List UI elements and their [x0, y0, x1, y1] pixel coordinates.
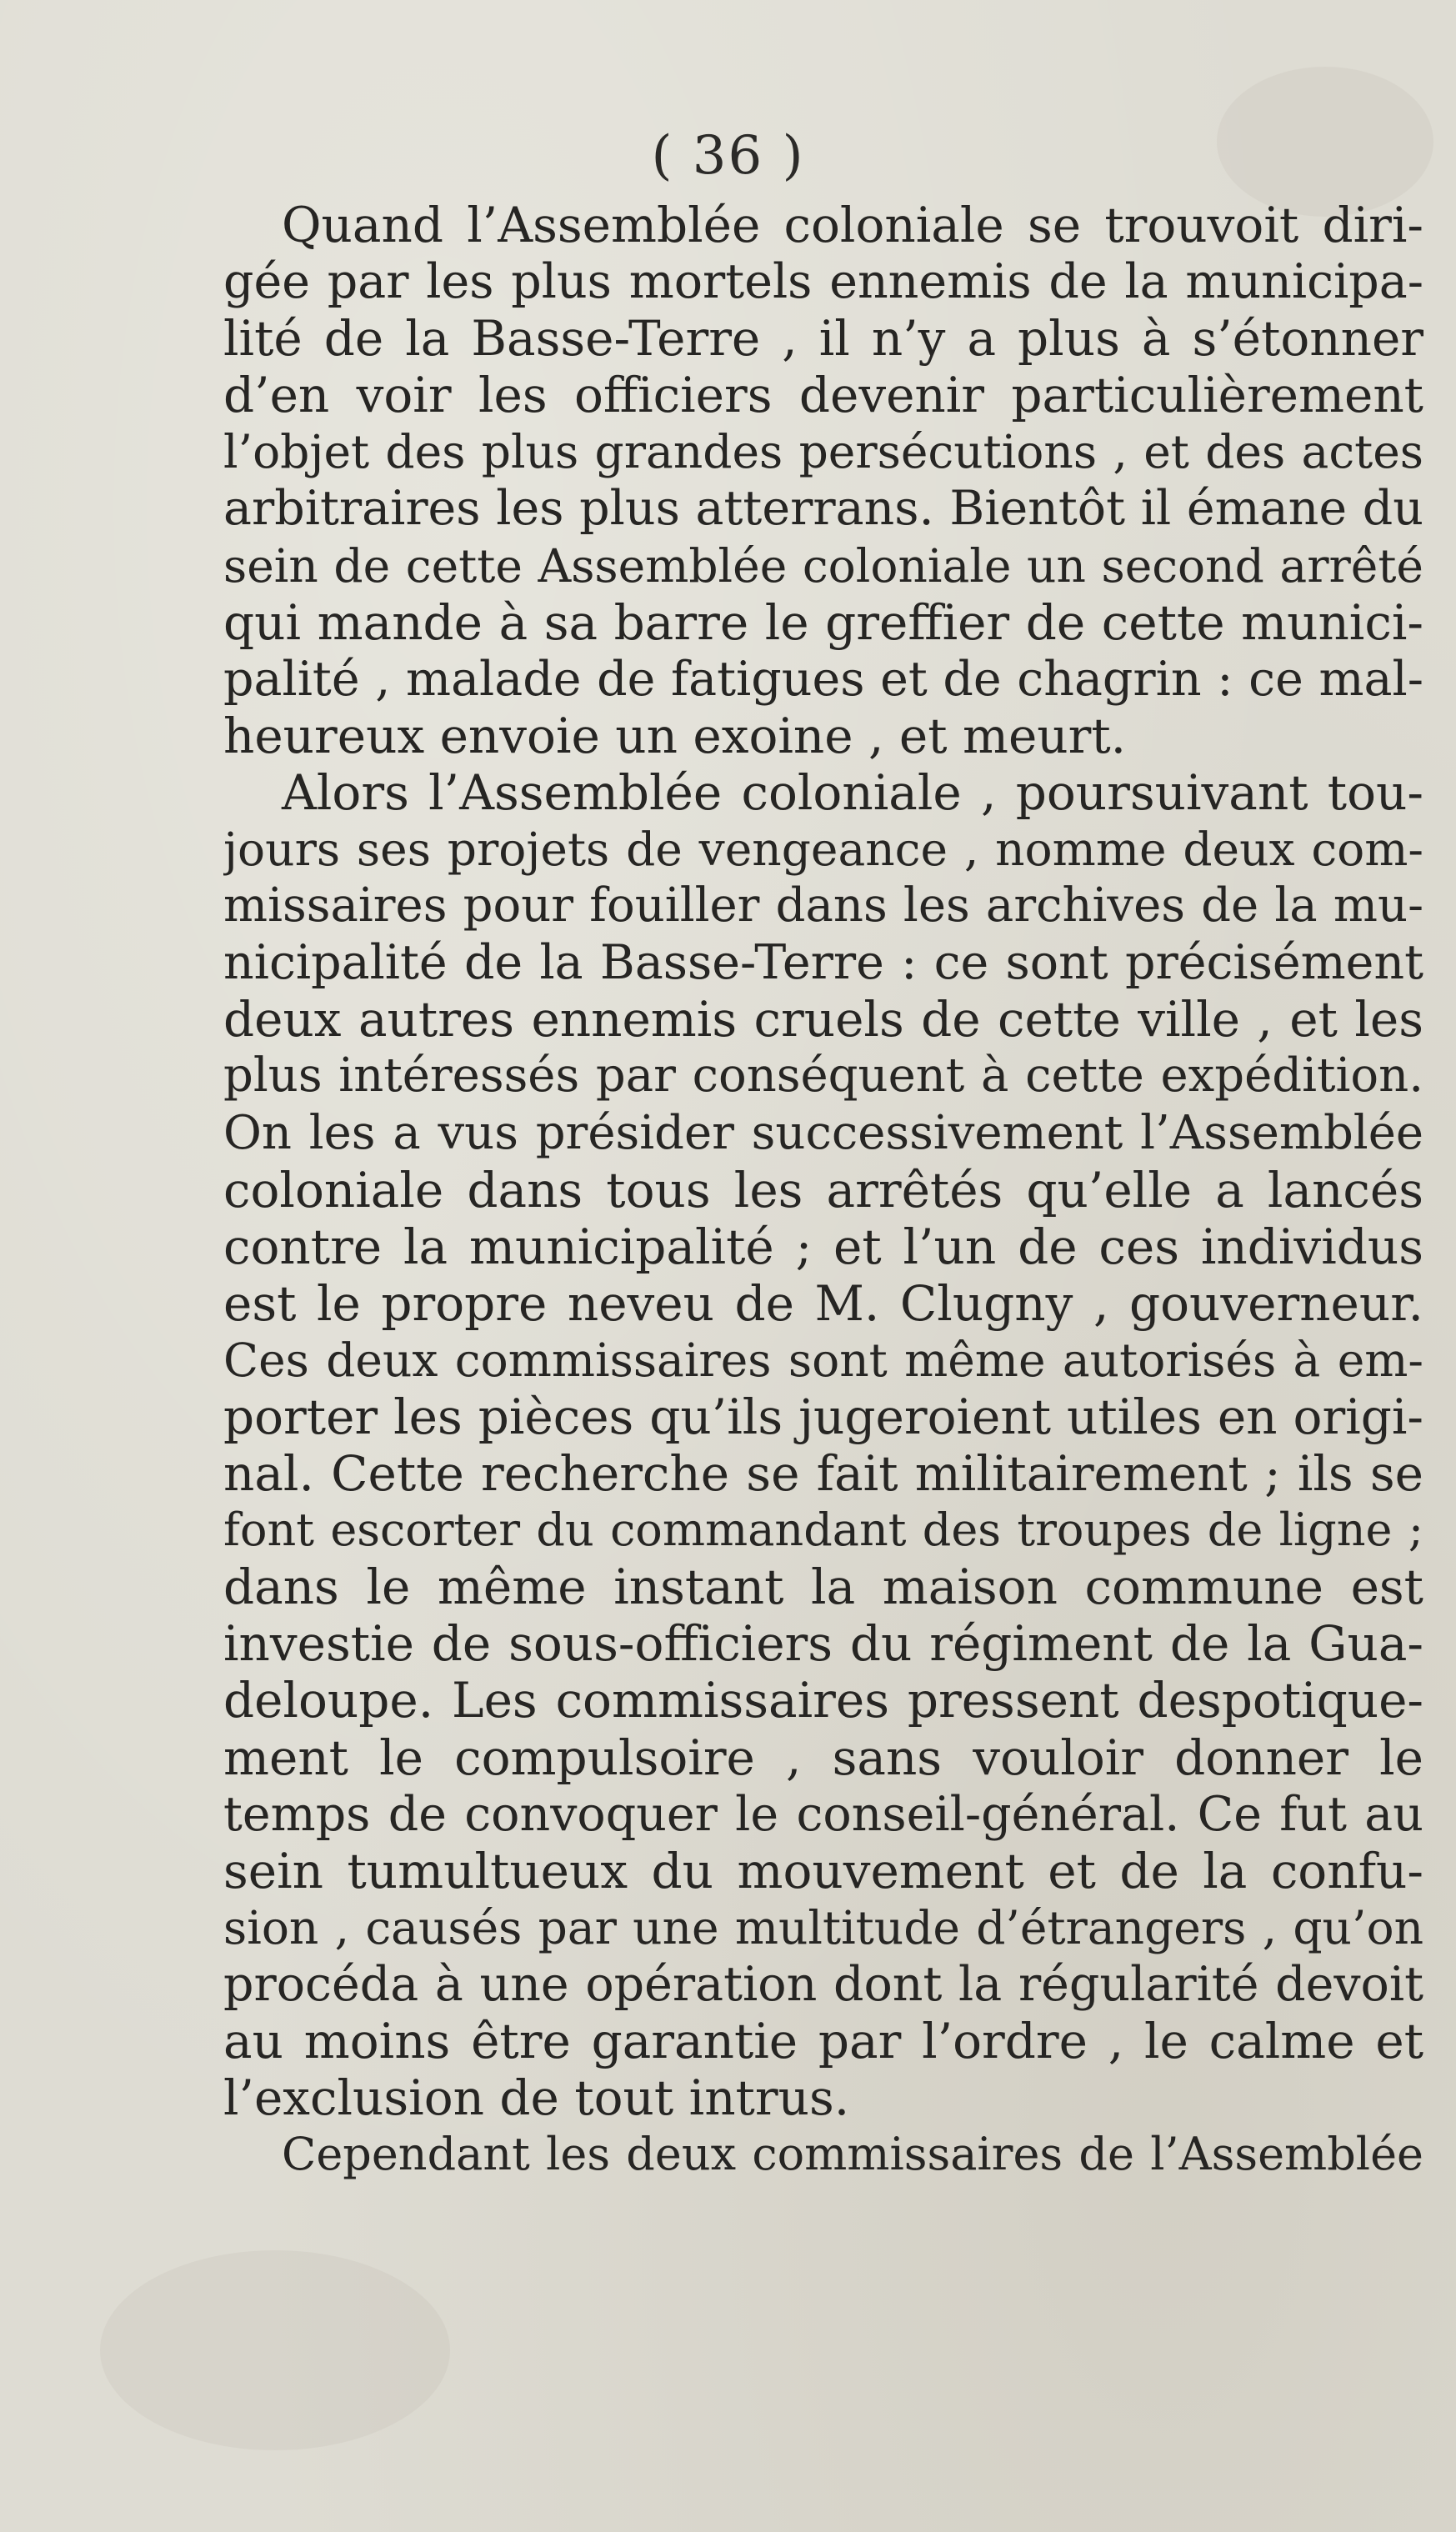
text-line: temps de convoquer le conseil-général. Ce fut au: [223, 1786, 1423, 1842]
text-line: sein de cette Assemblée coloniale un second arrêté: [223, 538, 1423, 593]
text-line: sion , causés par une multitude d’étrangers , qu’on: [223, 1900, 1423, 1954]
text-line: coloniale dans tous les arrêtés qu’elle a lancés: [223, 1161, 1423, 1218]
text-line: arbitraires les plus atterrans. Bientôt il émane du: [223, 481, 1423, 537]
text-line: plus intéressés par conséquent à cette expédition.: [223, 1048, 1423, 1103]
text-line: d’en voir les officiers devenir particulièrement: [223, 367, 1423, 424]
text-line: l’exclusion de tout intrus.: [223, 2069, 850, 2127]
text-line: jours ses projets de vengeance , nomme deux com-: [223, 823, 1423, 877]
body-text: [223, 197, 1423, 2183]
text-line: au moins être garantie par l’ordre , le calme et: [223, 2013, 1423, 2069]
text-line: porter les pièces qu’ils jugeroient utiles en origi-: [223, 1388, 1423, 1445]
text-line: lité de la Basse-Terre , il n’y a plus à s’étonner: [223, 310, 1423, 368]
text-line: Quand l’Assemblée coloniale se trouvoit diri-: [282, 197, 1423, 253]
text-line: sein tumultueux du mouvement et de la confu-: [223, 1842, 1423, 1899]
text-line: palité , malade de fatigues et de chagrin : ce mal-: [223, 651, 1423, 707]
text-line: deloupe. Les commissaires pressent despotique-: [223, 1672, 1423, 1729]
text-line: contre la municipalité ; et l’un de ces individus: [223, 1218, 1423, 1275]
text-line: l’objet des plus grandes persécutions , et des actes: [223, 425, 1423, 479]
text-line: qui mande à sa barre le greffier de cette munici-: [223, 593, 1423, 651]
text-line: est le propre neveu de M. Clugny , gouverneur.: [223, 1274, 1423, 1332]
paper-stain: [100, 2250, 450, 2450]
text-line: Ces deux commissaires sont même autorisés à em-: [223, 1333, 1423, 1387]
text-line: investie de sous-officiers du régiment de la Gua-: [223, 1615, 1423, 1673]
text-line: ment le compulsoire , sans vouloir donner le: [223, 1729, 1423, 1786]
text-line: gée par les plus mortels ennemis de la municipa-: [223, 254, 1423, 310]
text-line: On les a vus présider successivement l’Assemblée: [223, 1105, 1423, 1160]
text-line: procéda à une opération dont la régularité devoit: [223, 1956, 1423, 2012]
text-line: Alors l’Assemblée coloniale , poursuivant tou-: [282, 763, 1423, 821]
text-line: heureux envoie un exoine , et meurt.: [223, 707, 1127, 764]
text-line: missaires pour fouiller dans les archives de la mu-: [223, 878, 1423, 933]
text-line: dans le même instant la maison commune est: [223, 1559, 1423, 1616]
text-line: font escorter du commandant des troupes de ligne ;: [223, 1504, 1423, 1557]
text-line: Cependant les deux commissaires de l’Assemblée: [282, 2128, 1423, 2181]
page-number: ( 36 ): [651, 125, 805, 187]
text-line: deux autres ennemis cruels de cette ville , et les: [223, 991, 1423, 1048]
text-line: nal. Cette recherche se fait militairement ; ils se: [223, 1445, 1423, 1503]
text-line: nicipalité de la Basse-Terre : ce sont précisément: [223, 935, 1423, 991]
